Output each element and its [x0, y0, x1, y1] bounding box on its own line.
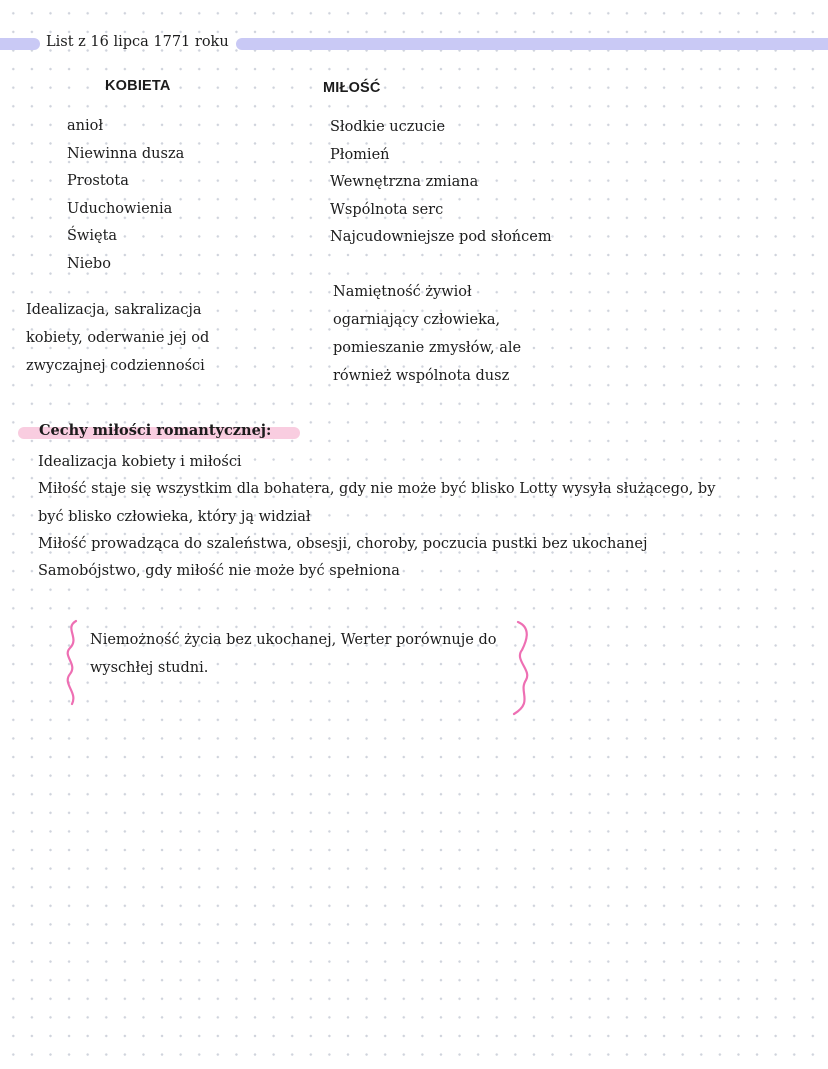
summary-line: zwyczajnej codzienności	[26, 358, 205, 374]
title-highlight-left	[0, 38, 40, 50]
feature-line: Miłość staje się wszystkim dla bohatera, gdy nie może być blisko Lotty wysyła służącego, by	[38, 481, 716, 498]
title-highlight-right	[236, 38, 828, 50]
list-item: Uduchowienia	[67, 200, 173, 217]
summary-line: pomieszanie zmysłów, ale	[333, 340, 522, 356]
milosc-list	[330, 114, 552, 252]
column-heading-kobieta: KOBIETA	[105, 78, 171, 94]
feature-line: Idealizacja kobiety i miłości	[38, 454, 242, 470]
list-item: Wspólnota serc	[330, 201, 444, 218]
quote-line: Niemożność życia bez ukochanej, Werter porównuje do	[90, 632, 497, 648]
feature-line: Miłość prowadząca do szaleństwa, obsesji, choroby, poczucia pustki bez ukochanej	[38, 535, 648, 552]
summary-line: również wspólnota dusz	[333, 368, 510, 384]
kobieta-summary	[26, 296, 209, 380]
list-item: Wewnętrzna zmiana	[330, 174, 479, 190]
list-item: Najcudowniejsze pod słońcem	[330, 229, 552, 245]
feature-line: być blisko człowieka, który ją widział	[38, 508, 311, 525]
quote-block	[90, 626, 496, 682]
features-list	[38, 449, 715, 585]
list-item: Niewinna dusza	[67, 145, 185, 162]
list-item: Słodkie uczucie	[330, 119, 446, 135]
section-title: Cechy miłości romantycznej:	[39, 422, 272, 439]
summary-line: ogarniający człowieka,	[333, 312, 501, 328]
milosc-summary	[333, 278, 521, 390]
column-heading-milosc: MIŁOŚĆ	[323, 80, 381, 96]
list-item: Niebo	[67, 255, 111, 272]
list-item: anioł	[67, 118, 104, 134]
summary-line: Namiętność żywioł	[333, 284, 472, 300]
summary-line: Idealizacja, sakralizacja	[26, 302, 202, 318]
list-item: Płomień	[330, 146, 390, 163]
feature-line: Samobójstwo, gdy miłość nie może być spełniona	[38, 563, 400, 580]
summary-line: kobiety, oderwanie jej od	[26, 330, 210, 346]
page-title: List z 16 lipca 1771 roku	[46, 34, 229, 50]
list-item: Święta	[67, 228, 118, 244]
right-wavy-brace-icon	[508, 618, 536, 718]
left-wavy-brace-icon	[62, 618, 84, 706]
kobieta-list	[67, 113, 184, 278]
list-item: Prostota	[67, 173, 129, 189]
quote-line: wyschłej studni.	[90, 660, 209, 676]
